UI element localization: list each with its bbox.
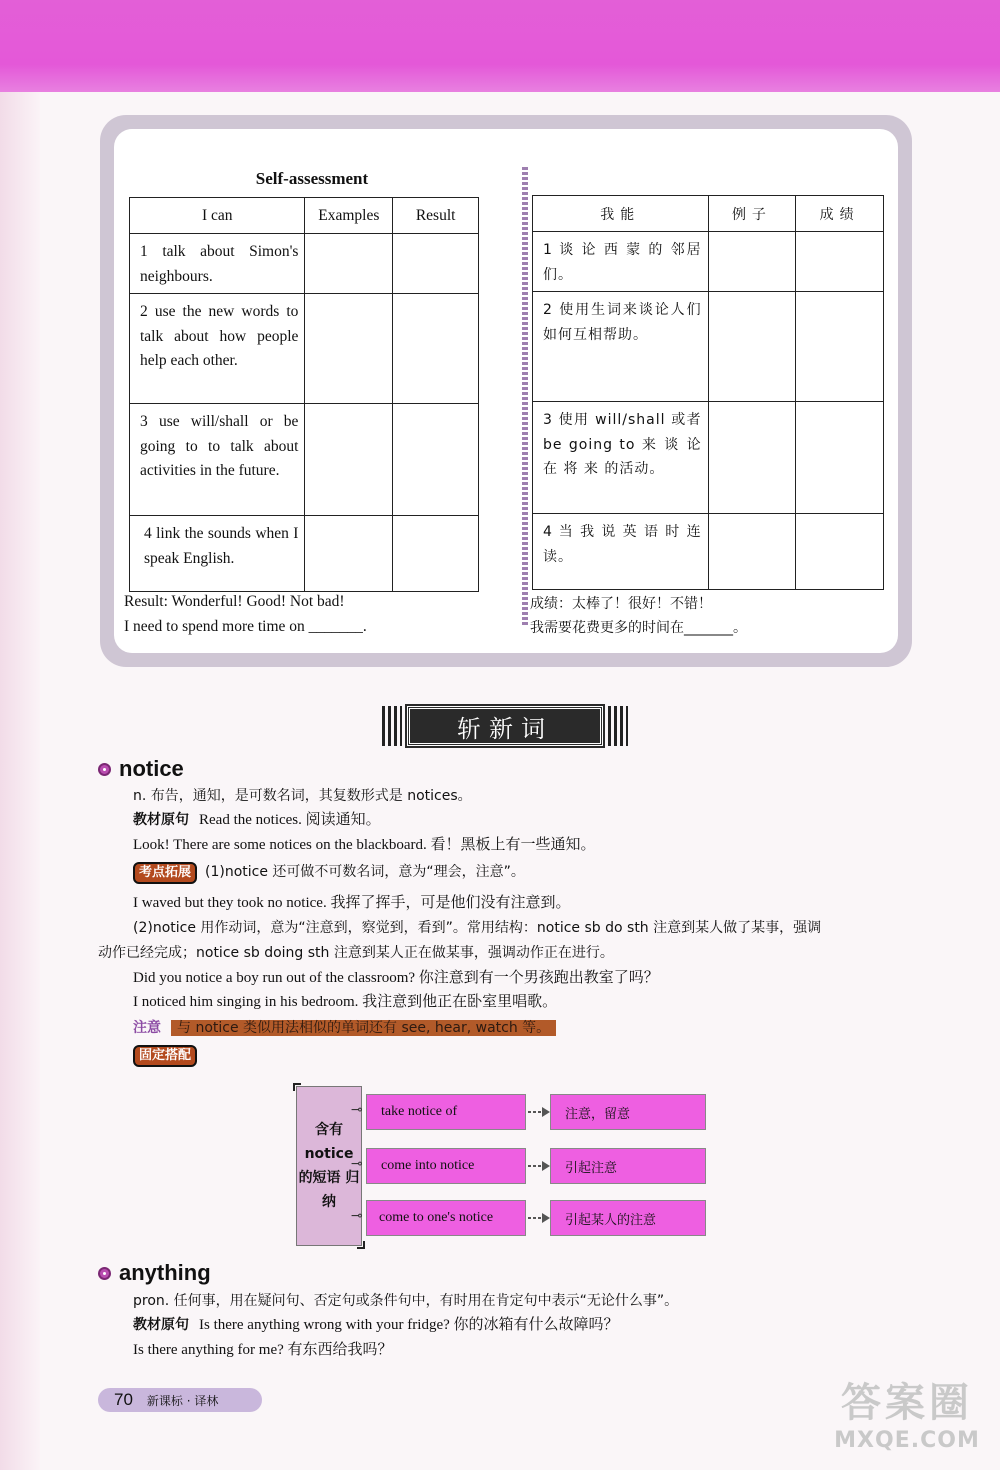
phrase-en: come to one's notice bbox=[366, 1200, 526, 1236]
examples-cell[interactable] bbox=[305, 294, 393, 404]
header-examples: Examples bbox=[305, 198, 393, 234]
source-sentence: Is there anything wrong with your fridge? 你的冰箱有什么故障吗？ bbox=[199, 1317, 619, 1333]
phrase-cn: 引起某人的注意 bbox=[550, 1200, 706, 1236]
header-result: Result bbox=[393, 198, 479, 234]
self-assessment-title: Self-assessment bbox=[255, 169, 369, 188]
notice-definition: n. 布告，通知，是可数名词，其复数形式是 notices。 bbox=[133, 788, 472, 804]
self-assessment-panel bbox=[100, 115, 912, 667]
source-label: 教材原句 bbox=[133, 812, 189, 828]
header-i-can-cn: 我能 bbox=[533, 196, 709, 232]
english-assessment-table bbox=[129, 197, 479, 592]
row-item: 2 使用生词来谈论人们如何互相帮助。 bbox=[533, 292, 709, 402]
entry-anything-title bbox=[98, 1260, 211, 1286]
result-cell[interactable] bbox=[393, 294, 479, 404]
series-name: 新课标 · 译林 bbox=[146, 1393, 219, 1408]
phrase-cn: 引起注意 bbox=[550, 1148, 706, 1184]
column-divider bbox=[522, 167, 528, 627]
result-legend-cn: 成绩：太棒了！很好！不错！ bbox=[530, 596, 712, 612]
result-cell[interactable] bbox=[796, 514, 884, 590]
panel-inner bbox=[114, 129, 898, 653]
verb-example-2: I noticed him singing in his bedroom. 我注意到他正在卧室里唱歌。 bbox=[133, 994, 558, 1010]
arrow-right-icon bbox=[528, 1213, 550, 1223]
attention-label: 注意 bbox=[133, 1020, 161, 1036]
need-more-time-line: I need to spend more time on _______. bbox=[124, 618, 367, 635]
chinese-assessment-table bbox=[532, 195, 884, 590]
row-item: 4 当 我 说 英 语 时 连读。 bbox=[533, 514, 709, 590]
phrase-summary-label: 含有 notice 的短语 归纳 bbox=[296, 1086, 362, 1246]
result-cell[interactable] bbox=[393, 234, 479, 294]
extension-tag: 考点拓展 bbox=[133, 862, 197, 884]
banner-left-stripes bbox=[382, 706, 402, 746]
result-cell[interactable] bbox=[796, 292, 884, 402]
examples-cell[interactable] bbox=[708, 402, 796, 514]
table-row bbox=[533, 402, 884, 514]
table-header-row bbox=[533, 196, 884, 232]
result-cell[interactable] bbox=[393, 516, 479, 592]
row-item: 1 谈 论 西 蒙 的 邻居们。 bbox=[533, 232, 709, 292]
top-color-band bbox=[0, 0, 1000, 92]
table-row bbox=[533, 232, 884, 292]
row-item: 1 talk about Simon's neighbours. bbox=[130, 234, 305, 294]
table-header-row bbox=[130, 198, 479, 234]
connector-icon: ⊸ bbox=[351, 1102, 363, 1118]
phrase-en: come into notice bbox=[366, 1148, 526, 1184]
extension-text: (1)notice 还可做不可数名词，意为“理会，注意”。 bbox=[205, 864, 525, 880]
fixed-collocation bbox=[133, 1045, 205, 1067]
header-i-can: I can bbox=[130, 198, 305, 234]
section-banner bbox=[382, 704, 628, 748]
result-cell[interactable] bbox=[796, 402, 884, 514]
connector-icon: ⊸ bbox=[351, 1208, 363, 1224]
arrow-right-icon bbox=[528, 1107, 550, 1117]
fixed-collocation-tag: 固定搭配 bbox=[133, 1045, 197, 1067]
entry-word: notice bbox=[119, 756, 184, 781]
watermark bbox=[822, 1378, 992, 1464]
verb-example-1: Did you notice a boy run out of the classroom? 你注意到有一个男孩跑出教室了吗？ bbox=[133, 970, 659, 986]
banner-right-stripes bbox=[608, 706, 628, 746]
table-row bbox=[130, 234, 479, 294]
table-row bbox=[130, 404, 479, 516]
result-cell[interactable] bbox=[393, 404, 479, 516]
page-number: 70 bbox=[114, 1390, 133, 1409]
examples-cell[interactable] bbox=[708, 514, 796, 590]
phrase-en: take notice of bbox=[366, 1094, 526, 1130]
row-item: 2 use the new words to talk about how people help each other. bbox=[130, 294, 305, 404]
examples-cell[interactable] bbox=[305, 404, 393, 516]
phrase-cn: 注意，留意 bbox=[550, 1094, 706, 1130]
entry-notice-title bbox=[98, 756, 184, 782]
table-row bbox=[130, 516, 479, 592]
left-margin-strip bbox=[0, 92, 40, 1470]
extension-verb-line2: 动作已经完成；notice sb doing sth 注意到某人正在做某事，强调动作正在进行。 bbox=[98, 945, 614, 961]
anything-definition: pron. 任何事，用在疑问句、否定句或条件句中，有时用在肯定句中表示“无论什么事”。 bbox=[133, 1293, 679, 1309]
result-legend: Result: Wonderful! Good! Not bad! bbox=[124, 593, 345, 610]
notice-extension bbox=[133, 862, 525, 884]
row-item: 4 link the sounds when I speak English. bbox=[130, 516, 305, 592]
source-label: 教材原句 bbox=[133, 1317, 189, 1333]
row-item: 3 使用 will/shall 或者 be going to 来 谈 论 在 将 来 的活动。 bbox=[533, 402, 709, 514]
table-row bbox=[130, 294, 479, 404]
table-row bbox=[533, 514, 884, 590]
entry-word: anything bbox=[119, 1260, 211, 1285]
examples-cell[interactable] bbox=[708, 232, 796, 292]
extension-verb-line1: (2)notice 用作动词，意为“注意到，察觉到，看到”。常用结构：notice sb do sth 注意到某人做了某事，强调 bbox=[133, 920, 822, 936]
attention-note bbox=[133, 1018, 556, 1038]
need-more-time-line-cn: 我需要花费更多的时间在_______。 bbox=[530, 620, 747, 636]
examples-cell[interactable] bbox=[305, 516, 393, 592]
bullet-icon bbox=[98, 763, 111, 776]
watermark-line2: MXQE.COM bbox=[834, 1428, 980, 1453]
result-cell[interactable] bbox=[796, 232, 884, 292]
notice-example: Look! There are some notices on the blackboard. 看！黑板上有一些通知。 bbox=[133, 837, 596, 853]
extension-example: I waved but they took no notice. 我挥了挥手，可是他们没有注意到。 bbox=[133, 895, 571, 911]
section-heading: 斩新词 bbox=[407, 706, 603, 746]
source-sentence: Read the notices. 阅读通知。 bbox=[199, 812, 381, 828]
header-result-cn: 成绩 bbox=[796, 196, 884, 232]
attention-text: 与 notice 类似用法相似的单词还有 see, hear, watch 等。 bbox=[171, 1020, 556, 1036]
examples-cell[interactable] bbox=[708, 292, 796, 402]
anything-example: Is there anything for me? 有东西给我吗？ bbox=[133, 1342, 393, 1358]
page-footer bbox=[98, 1388, 262, 1412]
row-item: 3 use will/shall or be going to to talk about activities in the future. bbox=[130, 404, 305, 516]
watermark-line1: 答案圈 bbox=[841, 1380, 973, 1426]
table-row bbox=[533, 292, 884, 402]
connector-icon: ⊸ bbox=[351, 1156, 363, 1172]
notice-source bbox=[133, 810, 381, 830]
arrow-right-icon bbox=[528, 1161, 550, 1171]
bullet-icon bbox=[98, 1267, 111, 1280]
examples-cell[interactable] bbox=[305, 234, 393, 294]
anything-source bbox=[133, 1315, 619, 1335]
header-examples-cn: 例子 bbox=[708, 196, 796, 232]
